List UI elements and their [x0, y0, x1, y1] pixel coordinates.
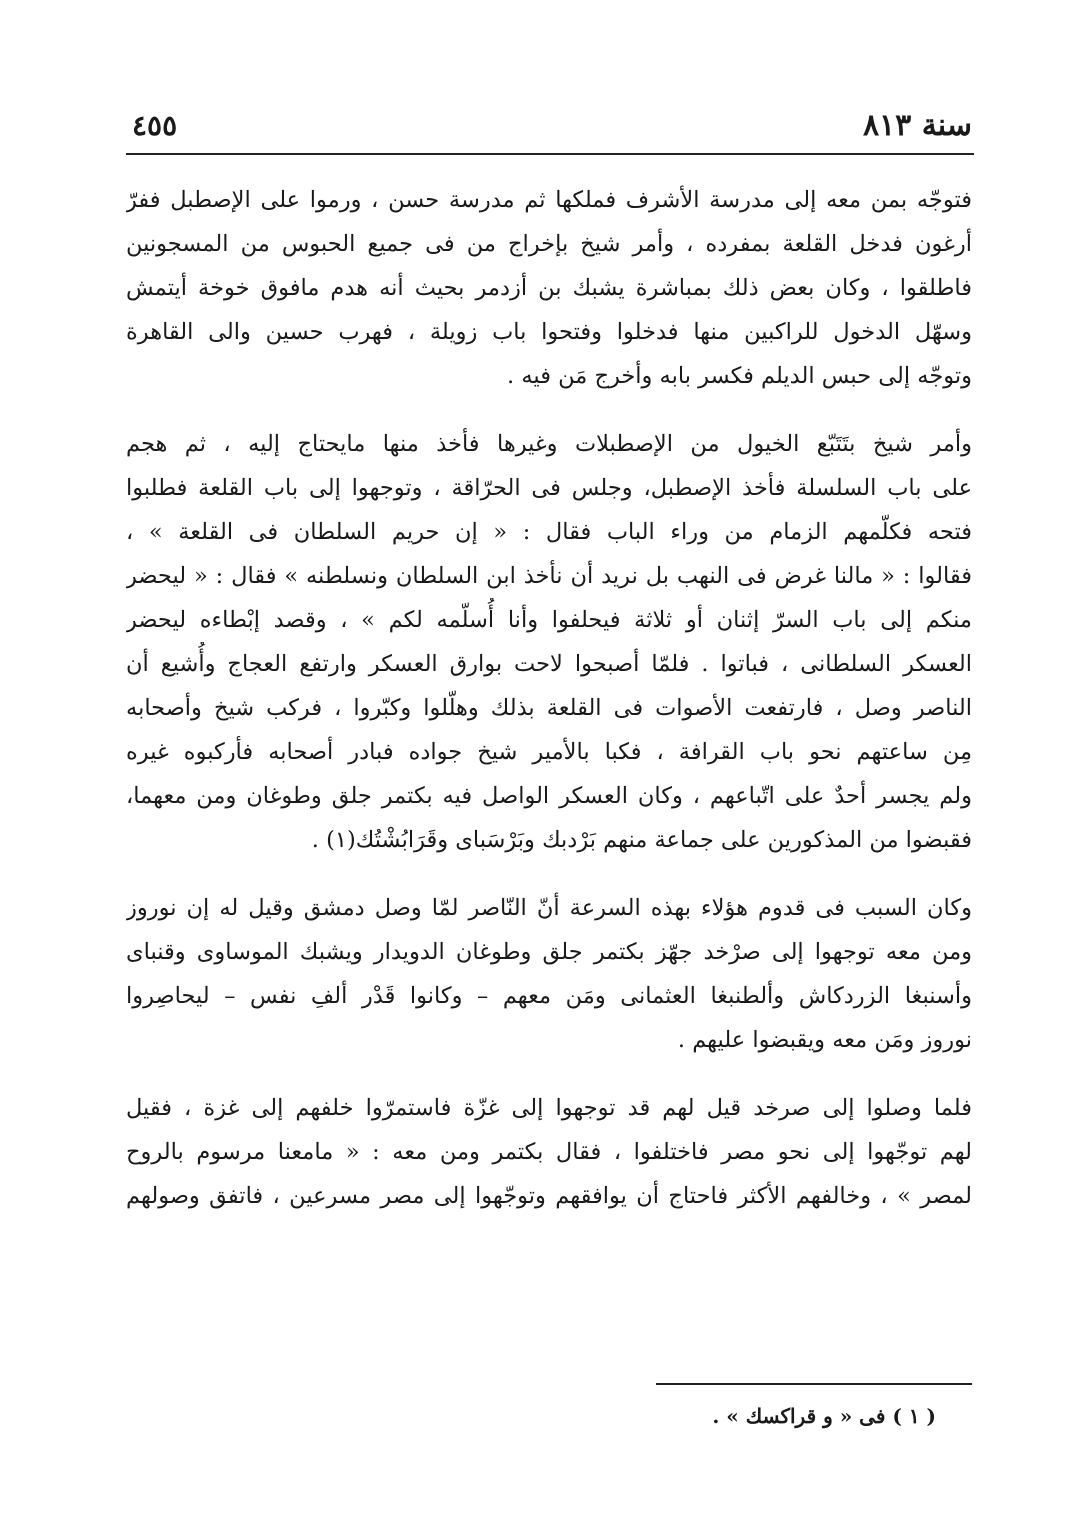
page-number: ٤٥٥: [132, 109, 178, 142]
paragraph-2: [126, 422, 972, 862]
text-line: لمصر » ، وخالفهم الأكثر فاحتاج أن يوافقهم وتوجّهوا إلى مصر مسرعين ، فاتفق وصولهم: [126, 1183, 972, 1209]
footnote: ( ١ ) فى « و قراكسك » .: [712, 1404, 936, 1428]
text-line: ولم يجسر أحدٌ على اتّباعهم ، وكان العسكر الواصل فيه بكتمر جلق وطوغان ومن معهما،: [126, 783, 972, 809]
running-title: سنة ٨١٣: [862, 108, 972, 143]
text-line: نوروز ومَن معه ويقبضوا عليهم .: [677, 1027, 972, 1053]
text-line: فتحه فكلّمهم الزمام من وراء الباب فقال : « إن حريم السلطان فى القلعة » ،: [126, 519, 972, 545]
text-line: على باب السلسلة فأخذ الإصطبل، وجلس فى الحرّاقة ، وتوجهوا إلى باب القلعة فطلبوا: [126, 475, 972, 501]
text-line: منكم إلى باب السرّ إثنان أو ثلاثة فيحلفوا وأنا أُسلّمه لكم » ، وقصد إبْطاءه ليحضر: [126, 607, 972, 633]
paragraph-4: [126, 1086, 972, 1218]
text-line: الناصر وصل ، فارتفعت الأصوات فى القلعة بذلك وهلّلوا وكبّروا ، فركب شيخ وأصحابه: [126, 695, 972, 721]
text-line: العسكر السلطانى ، فباتوا . فلمّا أصبحوا لاحت بوارق العسكر وارتفع العجاج وأُشيع أن: [126, 651, 972, 677]
text-line: فقبضوا من المذكورين على جماعة منهم بَرْدبك وبَرْسَباى وقَرَابُشْتُك(١) .: [311, 827, 972, 853]
text-line: وسهّل الدخول للراكبين منها فدخلوا وفتحوا باب زويلة ، فهرب حسين والى القاهرة: [126, 319, 972, 345]
text-line: وأسنبغا الزردكاش وألطنبغا العثمانى ومَن معهم – وكانوا قَدْر ألفِ نفس – ليحاصِروا: [126, 983, 972, 1009]
paragraph-3: [126, 886, 972, 1062]
text-line: وأمر شيخ بتَتَبّع الخيول من الإصطبلات وغيرها فأخذ منها مايحتاج إليه ، ثم هجم: [126, 431, 972, 457]
text-line: وكان السبب فى قدوم هؤلاء بهذه السرعة أنّ النّاصر لمّا وصل دمشق وقيل له إن نوروز: [126, 895, 972, 921]
text-line: مِن ساعتهم نحو باب القرافة ، فكبا بالأمير شيخ جواده فبادر أصحابه فأركبوه غيره: [126, 739, 972, 765]
text-line: وتوجّه إلى حبس الديلم فكسر بابه وأخرج مَن فيه .: [507, 363, 972, 389]
text-line: لهم توجّهوا إلى نحو مصر فاختلفوا ، فقال بكتمر ومن معه : « مامعنا مرسوم بالروح: [126, 1139, 972, 1165]
text-line: فقالوا : « مالنا غرض فى النهب بل نريد أن نأخذ ابن السلطان ونسلطنه » فقال : « ليحضر: [126, 563, 972, 589]
text-line: فتوجّه بمن معه إلى مدرسة الأشرف فملكها ثم مدرسة حسن ، ورموا على الإصطبل ففرّ: [126, 187, 972, 213]
paragraph-1: [126, 178, 972, 398]
header-divider: [126, 153, 974, 155]
text-line: أرغون فدخل القلعة بمفرده ، وأمر شيخ بإخراج من فى جميع الحبوس من المسجونين: [126, 231, 972, 257]
body-text: [126, 178, 972, 1218]
page-header: [128, 104, 972, 148]
footnote-divider: [656, 1383, 972, 1385]
text-line: فلما وصلوا إلى صرخد قيل لهم قد توجهوا إلى غزّة فاستمرّوا خلفهم إلى غزة ، فقيل: [126, 1095, 972, 1121]
text-line: ومن معه توجهوا إلى صرْخد جهّز بكتمر جلق وطوغان الدويدار ويشبك الموساوى وقنباى: [126, 939, 972, 965]
text-line: فاطلقوا ، وكان بعض ذلك بمباشرة يشبك بن أزدمر بحيث أنه هدم مافوق خوخة أيتمش: [126, 275, 972, 301]
